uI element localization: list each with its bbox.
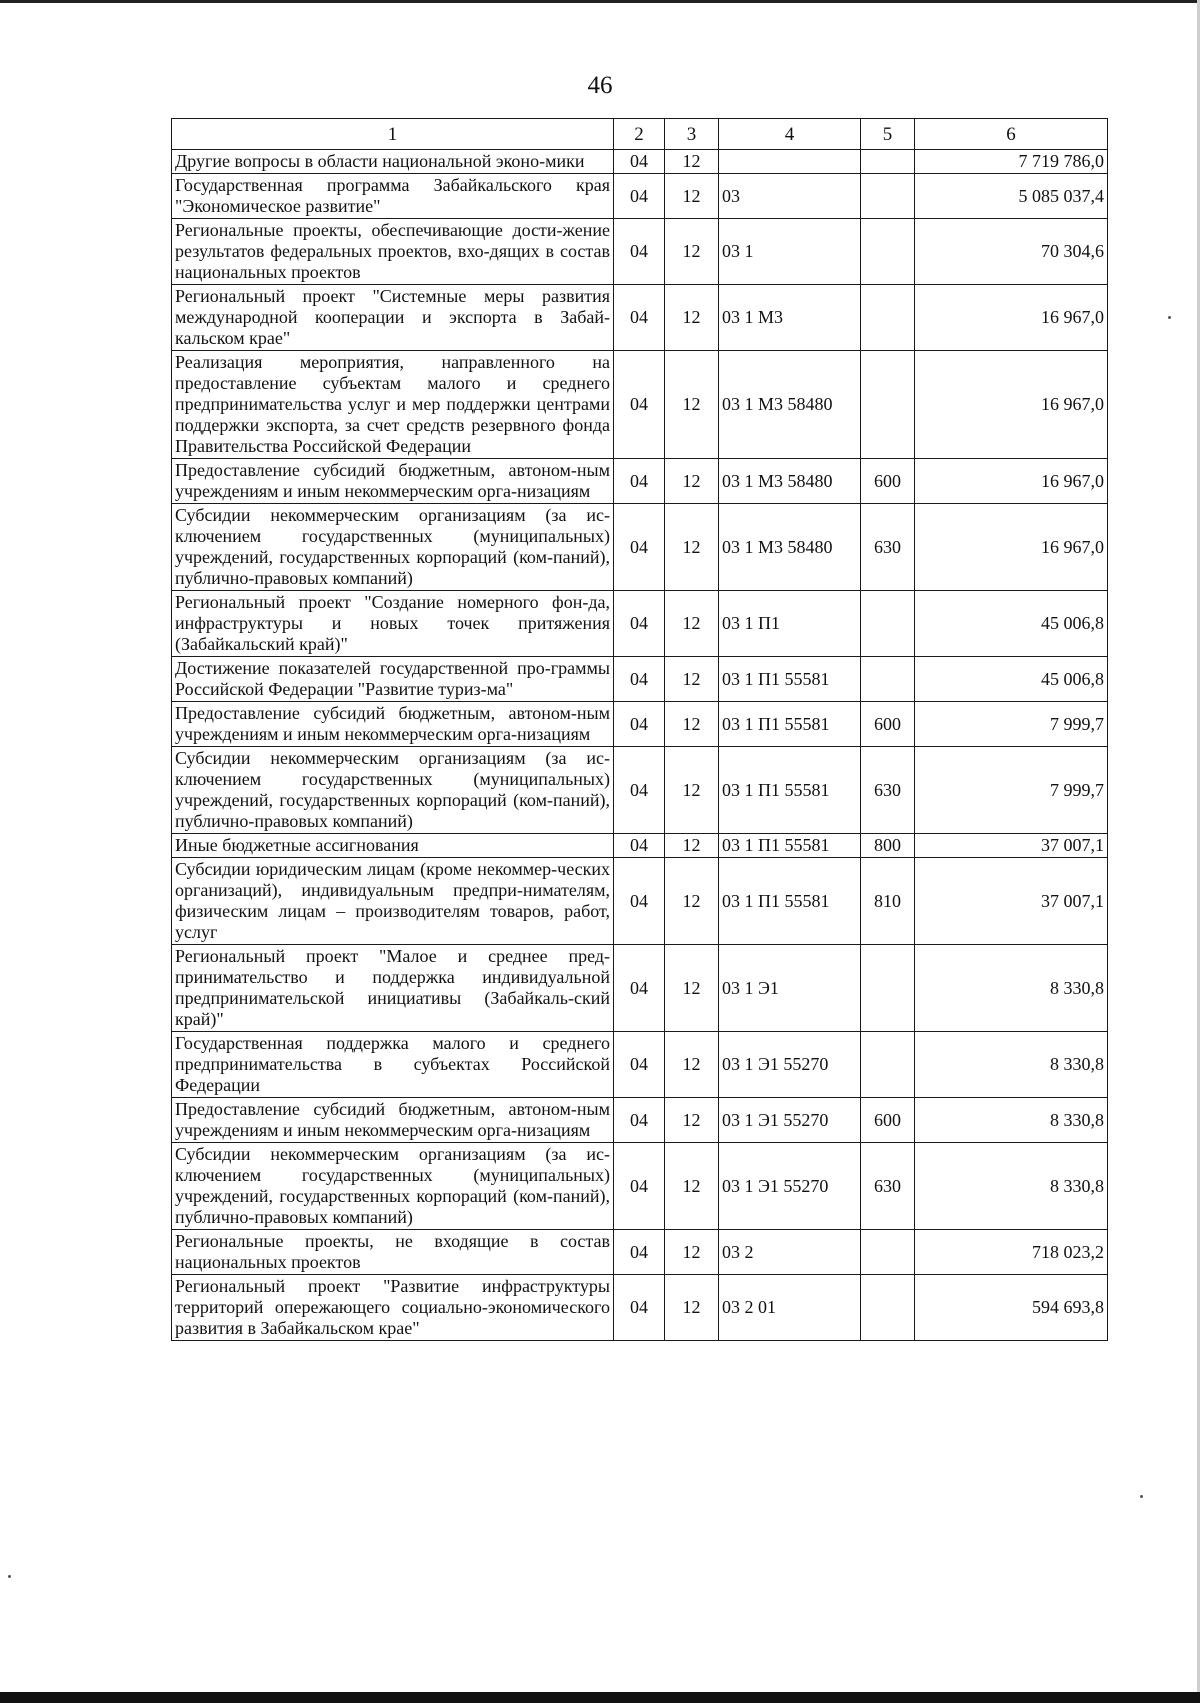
row-amount: 8 330,8 [915, 1098, 1108, 1143]
row-target-code: 03 2 [719, 1230, 861, 1275]
row-expense-type: 810 [861, 858, 915, 945]
row-target-code: 03 1 Э1 55270 [719, 1098, 861, 1143]
scan-edge-bottom [0, 1692, 1200, 1703]
row-target-code: 03 1 П1 55581 [719, 834, 861, 858]
row-target-code: 03 1 П1 55581 [719, 657, 861, 702]
row-target-code: 03 2 01 [719, 1275, 861, 1341]
row-target-code: 03 1 Э1 55270 [719, 1032, 861, 1098]
row-expense-type: 600 [861, 702, 915, 747]
row-subsection: 12 [665, 657, 719, 702]
row-amount: 37 007,1 [915, 834, 1108, 858]
row-subsection: 12 [665, 351, 719, 459]
row-amount: 8 330,8 [915, 1032, 1108, 1098]
row-expense-type: 600 [861, 1098, 915, 1143]
row-name: Государственная поддержка малого и среднего предпринимательства в субъектах Российской Федерации [172, 1032, 614, 1098]
row-subsection: 12 [665, 459, 719, 504]
row-expense-type [861, 219, 915, 285]
table-row [172, 219, 1108, 285]
row-amount: 45 006,8 [915, 591, 1108, 657]
row-name: Достижение показателей государственной про-граммы Российской Федерации "Развитие туриз-ма" [172, 657, 614, 702]
table-body [172, 150, 1108, 1341]
row-section: 04 [614, 285, 665, 351]
row-target-code: 03 1 М3 58480 [719, 459, 861, 504]
row-section: 04 [614, 858, 665, 945]
row-section: 04 [614, 1230, 665, 1275]
row-target-code: 03 1 [719, 219, 861, 285]
table-row [172, 504, 1108, 591]
row-expense-type: 630 [861, 747, 915, 834]
row-section: 04 [614, 1143, 665, 1230]
table-row [172, 834, 1108, 858]
row-amount: 5 085 037,4 [915, 174, 1108, 219]
row-subsection: 12 [665, 174, 719, 219]
row-subsection: 12 [665, 858, 719, 945]
row-subsection: 12 [665, 1098, 719, 1143]
row-subsection: 12 [665, 1230, 719, 1275]
row-name: Региональные проекты, обеспечивающие дости-жение результатов федеральных проектов, вхо-дящих в состав национальных проектов [172, 219, 614, 285]
page-number: 46 [587, 72, 613, 99]
table-row [172, 459, 1108, 504]
row-amount: 70 304,6 [915, 219, 1108, 285]
row-amount: 16 967,0 [915, 351, 1108, 459]
row-section: 04 [614, 834, 665, 858]
row-expense-type: 630 [861, 1143, 915, 1230]
scan-speck [1168, 316, 1171, 319]
row-subsection: 12 [665, 1143, 719, 1230]
row-target-code: 03 1 М3 [719, 285, 861, 351]
row-expense-type [861, 1230, 915, 1275]
scan-speck [8, 1575, 11, 1578]
row-section: 04 [614, 657, 665, 702]
table-row [172, 747, 1108, 834]
row-amount: 37 007,1 [915, 858, 1108, 945]
row-subsection: 12 [665, 591, 719, 657]
row-expense-type [861, 657, 915, 702]
header-col-3: 3 [665, 119, 719, 150]
row-name: Другие вопросы в области национальной эконо-мики [172, 150, 614, 174]
row-expense-type [861, 150, 915, 174]
scan-speck [1140, 1495, 1143, 1498]
row-expense-type [861, 1275, 915, 1341]
row-expense-type: 800 [861, 834, 915, 858]
header-col-6: 6 [915, 119, 1108, 150]
row-section: 04 [614, 351, 665, 459]
row-name: Реализация мероприятия, направленного на предоставление субъектам малого и среднего предпринимательства услуг и мер поддержки центрами поддержки экспорта, за счет средств резервного фонда Правительства Российской Федерации [172, 351, 614, 459]
row-subsection: 12 [665, 945, 719, 1032]
row-name: Субсидии некоммерческим организациям (за ис-ключением государственных (муниципальных) учреждений, государственных корпораций (ком-паний), публично-правовых компаний) [172, 747, 614, 834]
row-target-code: 03 1 П1 [719, 591, 861, 657]
row-target-code: 03 1 П1 55581 [719, 858, 861, 945]
header-col-4: 4 [719, 119, 861, 150]
row-amount: 16 967,0 [915, 459, 1108, 504]
table-row [172, 1230, 1108, 1275]
row-section: 04 [614, 459, 665, 504]
header-col-5: 5 [861, 119, 915, 150]
row-target-code: 03 1 Э1 [719, 945, 861, 1032]
row-name: Предоставление субсидий бюджетным, автоном-ным учреждениям и иным некоммерческим орга-низациям [172, 702, 614, 747]
row-target-code: 03 1 П1 55581 [719, 747, 861, 834]
row-name: Региональные проекты, не входящие в состав национальных проектов [172, 1230, 614, 1275]
row-section: 04 [614, 174, 665, 219]
row-section: 04 [614, 1032, 665, 1098]
row-name: Субсидии некоммерческим организациям (за ис-ключением государственных (муниципальных) учреждений, государственных корпораций (ком-паний), публично-правовых компаний) [172, 504, 614, 591]
row-name: Региональный проект "Создание номерного фон-да, инфраструктуры и новых точек притяжения (Забайкальский край)" [172, 591, 614, 657]
row-name: Иные бюджетные ассигнования [172, 834, 614, 858]
header-col-1: 1 [172, 119, 614, 150]
table-row [172, 657, 1108, 702]
row-name: Субсидии юридическим лицам (кроме некоммер-ческих организаций), индивидуальным предпри-нимателям, физическим лицам – производителям товаров, работ, услуг [172, 858, 614, 945]
row-amount: 718 023,2 [915, 1230, 1108, 1275]
table-row [172, 285, 1108, 351]
table-row [172, 702, 1108, 747]
row-amount: 7 719 786,0 [915, 150, 1108, 174]
scan-edge-top [0, 0, 1200, 3]
row-expense-type [861, 285, 915, 351]
table-row [172, 591, 1108, 657]
row-name: Предоставление субсидий бюджетным, автоном-ным учреждениям и иным некоммерческим орга-низациям [172, 1098, 614, 1143]
table-row [172, 945, 1108, 1032]
table-row [172, 1098, 1108, 1143]
row-section: 04 [614, 945, 665, 1032]
row-name: Региональный проект "Развитие инфраструктуры территорий опережающего социально-экономического развития в Забайкальском крае" [172, 1275, 614, 1341]
row-amount: 8 330,8 [915, 1143, 1108, 1230]
row-target-code: 03 1 П1 55581 [719, 702, 861, 747]
row-section: 04 [614, 219, 665, 285]
row-amount: 16 967,0 [915, 285, 1108, 351]
table-row [172, 1032, 1108, 1098]
row-expense-type [861, 1032, 915, 1098]
row-section: 04 [614, 747, 665, 834]
row-section: 04 [614, 504, 665, 591]
row-section: 04 [614, 702, 665, 747]
row-section: 04 [614, 1275, 665, 1341]
table-header-row [172, 119, 1108, 150]
row-target-code [719, 150, 861, 174]
table-row [172, 351, 1108, 459]
row-target-code: 03 1 М3 58480 [719, 504, 861, 591]
row-name: Региональный проект "Малое и среднее пред-принимательство и поддержка индивидуальной предпринимательской инициативы (Забайкаль-ский край)" [172, 945, 614, 1032]
table-row [172, 150, 1108, 174]
row-target-code: 03 1 М3 58480 [719, 351, 861, 459]
row-expense-type [861, 351, 915, 459]
table-row [172, 1275, 1108, 1341]
row-subsection: 12 [665, 834, 719, 858]
row-expense-type [861, 945, 915, 1032]
row-subsection: 12 [665, 219, 719, 285]
row-expense-type: 630 [861, 504, 915, 591]
row-subsection: 12 [665, 1275, 719, 1341]
row-subsection: 12 [665, 1032, 719, 1098]
row-section: 04 [614, 150, 665, 174]
table-row [172, 858, 1108, 945]
row-subsection: 12 [665, 150, 719, 174]
table-row [172, 1143, 1108, 1230]
row-name: Региональный проект "Системные меры развития международной кооперации и экспорта в Забай-кальском крае" [172, 285, 614, 351]
row-expense-type [861, 591, 915, 657]
row-amount: 594 693,8 [915, 1275, 1108, 1341]
budget-table [171, 118, 1108, 1341]
table-row [172, 174, 1108, 219]
row-amount: 7 999,7 [915, 747, 1108, 834]
row-name: Предоставление субсидий бюджетным, автоном-ным учреждениям и иным некоммерческим орга-низациям [172, 459, 614, 504]
row-amount: 45 006,8 [915, 657, 1108, 702]
row-amount: 16 967,0 [915, 504, 1108, 591]
row-target-code: 03 [719, 174, 861, 219]
row-subsection: 12 [665, 702, 719, 747]
row-expense-type [861, 174, 915, 219]
row-name: Государственная программа Забайкальского края "Экономическое развитие" [172, 174, 614, 219]
header-col-2: 2 [614, 119, 665, 150]
row-subsection: 12 [665, 285, 719, 351]
row-section: 04 [614, 1098, 665, 1143]
row-subsection: 12 [665, 747, 719, 834]
row-expense-type: 600 [861, 459, 915, 504]
row-name: Субсидии некоммерческим организациям (за ис-ключением государственных (муниципальных) учреждений, государственных корпораций (ком-паний), публично-правовых компаний) [172, 1143, 614, 1230]
row-target-code: 03 1 Э1 55270 [719, 1143, 861, 1230]
row-amount: 7 999,7 [915, 702, 1108, 747]
row-amount: 8 330,8 [915, 945, 1108, 1032]
row-section: 04 [614, 591, 665, 657]
row-subsection: 12 [665, 504, 719, 591]
